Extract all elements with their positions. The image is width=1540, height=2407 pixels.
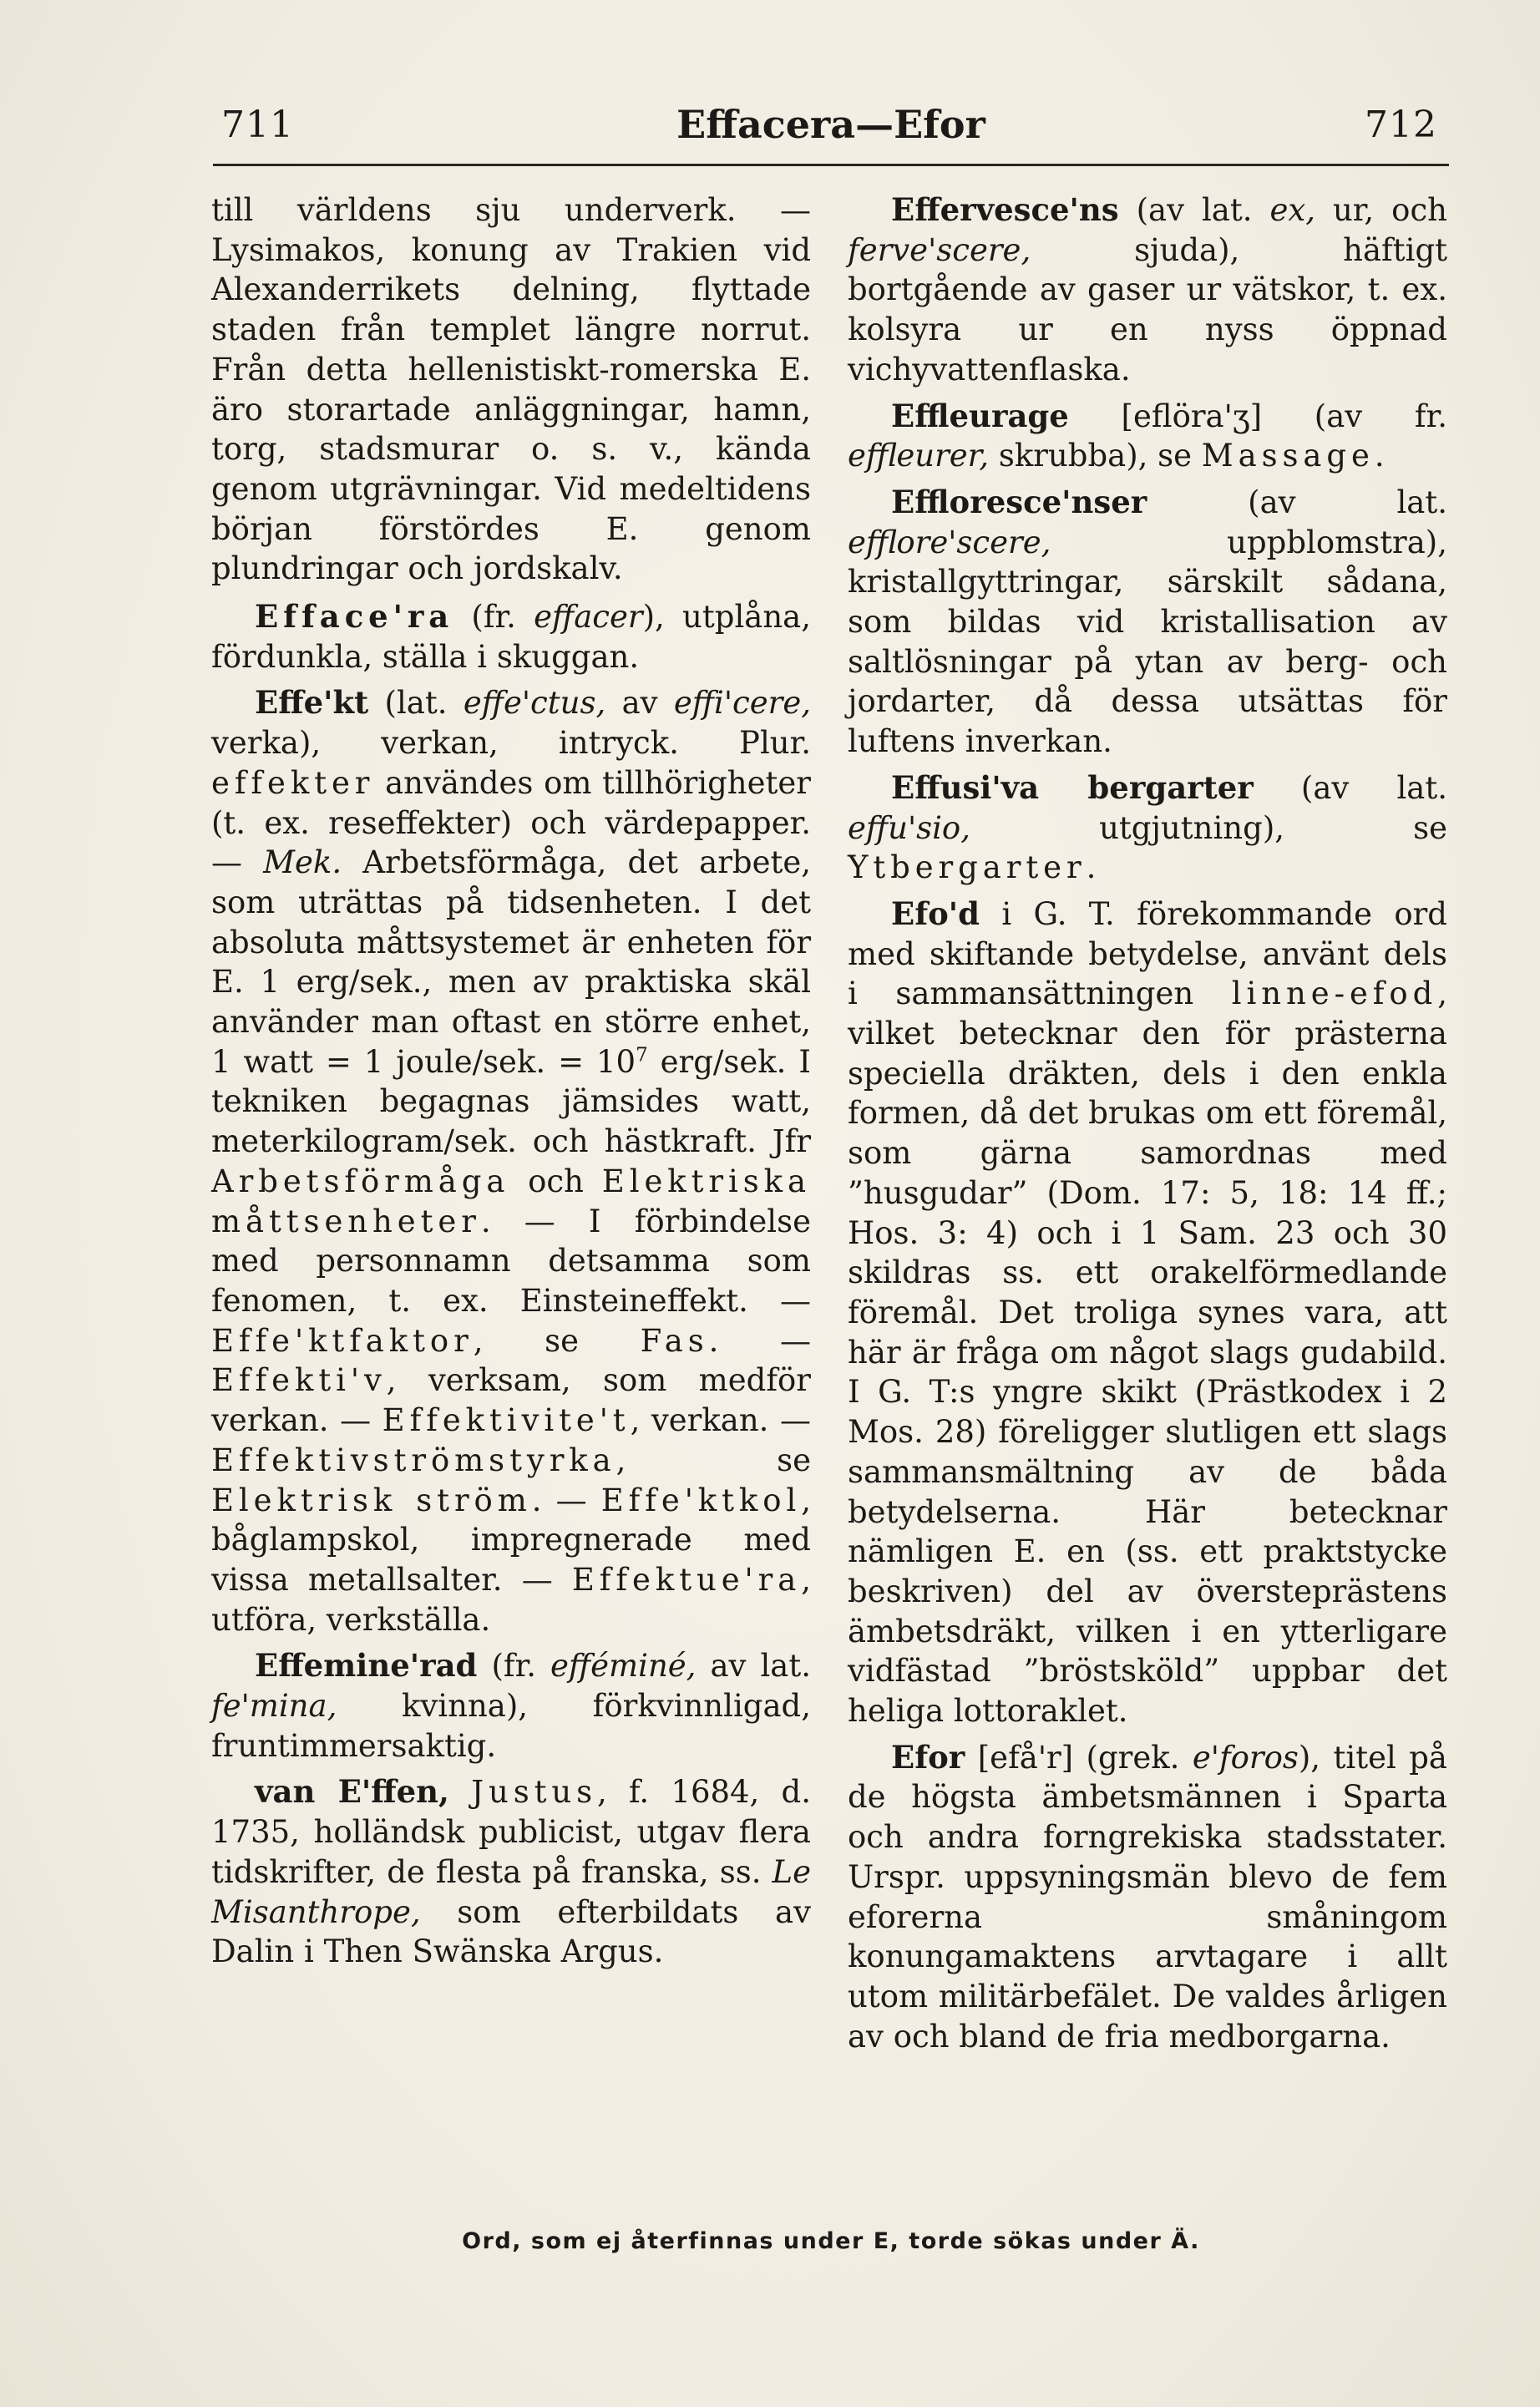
headword: Efface'ra [255,598,454,636]
entry-van-effen: van E'ffen, Justus, f. 1684, d. 1735, holländsk publicist, utgav flera tidskrifter, de flesta på franska, ss. Le Misanthrope, som efterbildats av Dalin i Then Swänska Argus. [211,1773,811,1970]
right-column [848,190,1447,2063]
entry-effleurage: Effleurage [eflöra'ʒ] (av fr. effleurer, skrubba), se Massage. [848,397,1447,474]
page-number-right: 712 [1365,104,1437,146]
headword: Effusi'va bergarter [891,768,1254,806]
headword: Efor [891,1738,965,1776]
page-number-left: 711 [221,104,294,146]
entry-efod: Efo'd i G. T. förekommande ord med skiftande betydelse, använt dels i sammansättningen linne-efod, vilket betecknar den för prästerna speciella dräkten, dels i den enkla formen, då det brukas om ett föremål, som gärna samordnas med ”husgudar” (Dom. 17: 5, 18: 14 ff.; Hos. 3: 4) och i 1 Sam. 23 och 30 skildras ss. ett orakelförmedlande föremål. Det troliga synes vara, att här är fråga om något slags gudabild. I G. T:s yngre skikt (Prästkodex i 2 Mos. 28) föreligger slutligen ett slags sammansmältning av de båda betydelserna. Här betecknar nämligen E. en (ss. ett praktstycke beskriven) del av översteprästens ämbetsdräkt, vilken i en ytterligare vidfästad ”bröstsköld” uppbar det heliga lottoraklet. [848,894,1447,1730]
running-title: Effacera—Efor [676,102,985,147]
left-column [211,190,811,1979]
page-header [213,92,1449,160]
headword: Effervesce'ns [891,191,1119,228]
headword: van E'ffen, [255,1773,449,1811]
headword: Effemine'rad [255,1647,478,1685]
entry-effeminerad: Effemine'rad (fr. efféminé, av lat. fe'mina, kvinna), förkvinnligad, fruntimmersaktig. [211,1647,811,1764]
entry-effacera: Efface'ra (fr. effacer), utplåna, fördunkla, ställa i skuggan. [211,598,811,675]
entry-efflorescenser: Effloresce'nser (av lat. efflore'scere, uppblomstra), kristallgyttringar, särskilt sådana, som bildas vid kristallisation av saltlösningar på ytan av berg- och jordarter, då dessa utsättas för luftens inverkan. [848,483,1447,760]
entry-efor: Efor [efå'r] (grek. e'foros), titel på de högsta ämbetsmännen i Sparta och andra forngrekiska stadsstater. Urspr. uppsyningsmän blevo de fem eforerna småningom konungamaktens arvtagare i allt utom militärbefälet. De valdes årligen av och bland de fria medborgarna. [848,1738,1447,2055]
headword: Effleurage [891,397,1069,434]
headword: Efo'd [891,894,980,932]
page-footer-note: Ord, som ej återfinnas under E, torde sökas under Ä. [462,2228,1200,2254]
entry-continuation: till världens sju underverk. — Lysimakos, konung av Trakien vid Alexanderrikets delning, flyttade staden från templet längre norrut. Från detta hellenistiskt-romerska E. äro storartade anläggningar, hamn, torg, stadsmurar o. s. v., kända genom utgrävningar. Vid medeltidens början förstördes E. genom plundringar och jordskalv. [211,192,811,587]
entry-effusiva-bergarter: Effusi'va bergarter (av lat. effu'sio, utgjutning), se Ytbergarter. [848,768,1447,886]
header-rule [213,164,1449,166]
headword: Effe'kt [255,684,369,722]
entry-effervescens: Effervesce'ns (av lat. ex, ur, och ferve'scere, sjuda), häftigt bortgående av gaser ur vätskor, t. ex. kolsyra ur en nyss öppnad vichyvattenflaska. [848,191,1447,388]
headword: Effloresce'nser [891,483,1147,520]
entry-effekt: Effe'kt (lat. effe'ctus, av effi'cere, verka), verkan, intryck. Plur. effekter användes om tillhörigheter (t. ex. reseffekter) och värdepapper. — Mek. Arbetsförmåga, det arbete, som uträttas på tidsenheten. I det absoluta måttsystemet är enheten för E. 1 erg/sek., men av praktiska skäl använder man oftast en större enhet, 1 watt = 1 joule/sek. = $10^7$ erg/sek. I tekniken begagnas jämsides watt, meterkilogram/sek. och hästkraft. Jfr Arbetsförmåga och Elektriska måttsenheter. — I förbindelse med personnamn detsamma som fenomen, t. ex. Einsteineffekt. — Effe'ktfaktor, se Fas. — Effekti'v, verksam, som medför verkan. — Effektivite't, verkan. — Effektivströmstyrka, se Elektrisk ström. — Effe'ktkol, båglampskol, impregnerade med vissa metallsalter. — Effektue'ra, utföra, verkställa. [211,684,811,1638]
